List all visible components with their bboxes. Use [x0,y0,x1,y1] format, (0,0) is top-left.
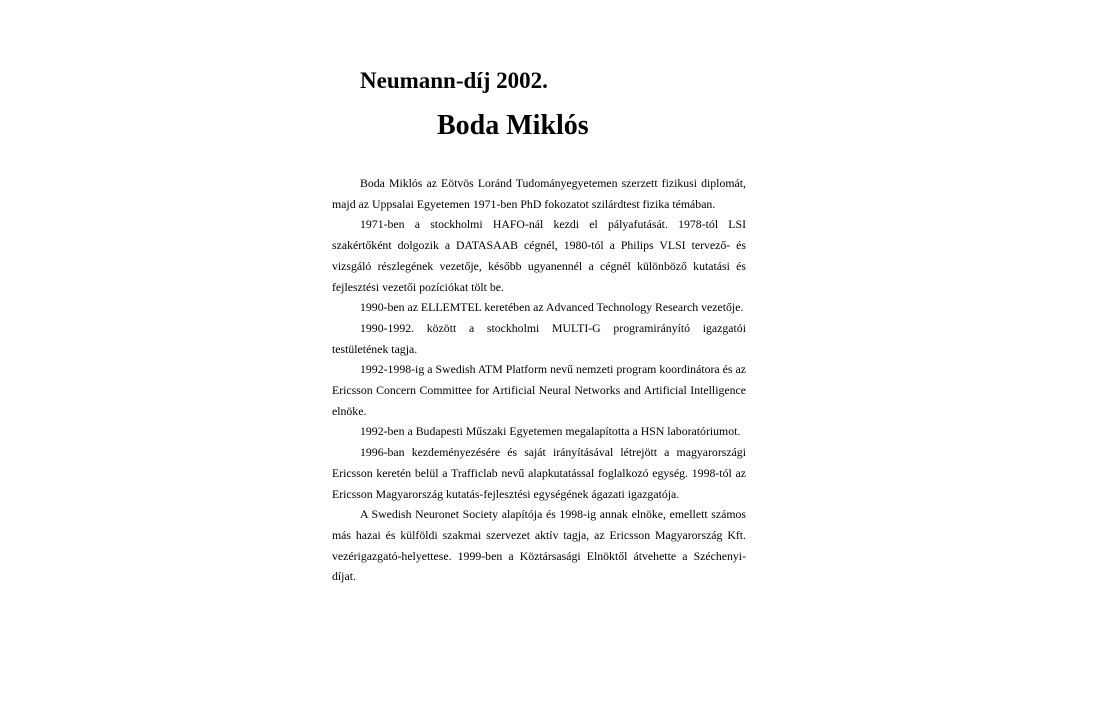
bio-paragraph: 1992-ben a Budapesti Műszaki Egyetemen megalapította a HSN laboratóriumot. [360,424,741,439]
biography-text [332,173,746,587]
bio-paragraph: Boda Miklós az Eötvös Loránd Tudományegyetemen szerzett fizikusi diplomát, majd az Uppsalai Egyetemen 1971-ben PhD fokozatot szilárdtest fizika témában. [332,176,746,211]
bio-paragraph: 1990-ben az ELLEMTEL keretében az Advanced Technology Research vezetője. [360,300,744,315]
bio-paragraph: 1996-ban kezdeményezésére és saját irányításával létrejött a magyarországi Ericsson keretén belül a Trafficlab nevű alapkutatással foglalkozó egység. 1998-tól az Ericsson Magyarország kutatás-fejlesztési egységének ágazati igazgatója. [332,445,746,501]
bio-paragraph: A Swedish Neuronet Society alapítója és 1998-ig annak elnöke, emellett számos más hazai és külföldi szakmai szervezet aktív tagja, az Ericsson Magyarország Kft. vezérigazgató-helyettese. 1999-ben a Köztársasági Elnöktől átvehette a Széchenyi-díjat. [332,507,746,584]
award-title: Neumann-díj 2002. [360,68,548,93]
bio-paragraph: 1971-ben a stockholmi HAFO-nál kezdi el pályafutását. 1978-tól LSI szakértőként dolgozik a DATASAAB cégnél, 1980-tól a Philips VLSI tervező- és vizsgáló részlegének vezetője, később ugyanennél a cégnél különböző kutatási és fejlesztési vezetői pozíciókat tölt be. [332,217,746,294]
bio-paragraph: 1992-1998-ig a Swedish ATM Platform nevű nemzeti program koordinátora és az Ericsson Concern Committee for Artificial Neural Networks and Artificial Intelligence elnöke. [332,362,746,418]
person-name: Boda Miklós [437,110,589,141]
bio-paragraph: 1990-1992. között a stockholmi MULTI-G programirányító igazgatói testületének tagja. [332,320,746,356]
